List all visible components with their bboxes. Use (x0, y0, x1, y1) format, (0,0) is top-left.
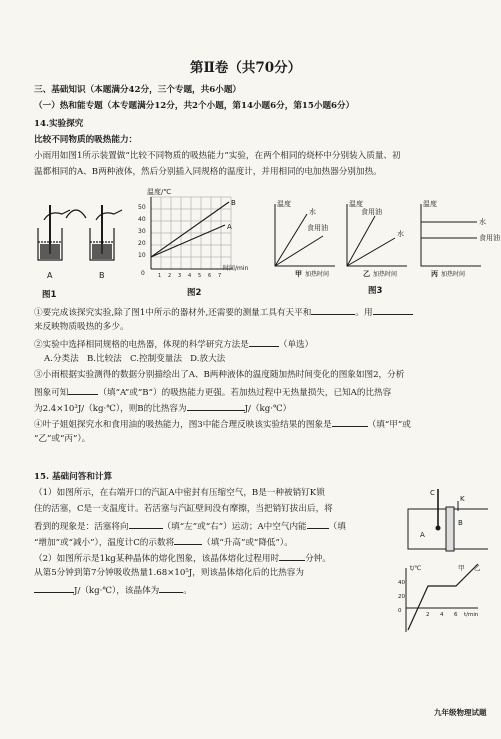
q15-line5 (34, 552, 331, 565)
answer-blank-10[interactable] (279, 552, 305, 561)
answer-blank-6[interactable] (332, 418, 368, 427)
fig2-xlabel: 时间/min (223, 265, 249, 272)
section-3-header: 三、基础知识（本题满分42分，三个专题，共6小题） (34, 85, 242, 95)
figure-3 (265, 198, 500, 298)
q14-part1-line (34, 306, 413, 319)
figure-2 (137, 185, 247, 300)
q15-line3-text3: （填 (328, 522, 346, 532)
q15-line3 (34, 520, 346, 533)
q14-part4-text: ④叶子姐姐探究水和食用油的吸热能力，图3中能合理反映该实验结果的图象是 (34, 420, 332, 430)
answer-blank-8[interactable] (307, 520, 329, 529)
fig3a-top: 水 (309, 208, 316, 216)
fig2-label-a: A (227, 223, 232, 231)
q14-options (44, 354, 225, 365)
fig2-origin: 0 (141, 270, 145, 277)
fig3a-bottom: 食用油 (307, 224, 328, 232)
answer-blank-1[interactable] (311, 306, 355, 315)
q14-part3-text: 图象可知 (34, 388, 69, 398)
cyl-label-a: A (420, 531, 425, 539)
q15-line4 (34, 536, 293, 549)
fig3a-xlabel: 加热时间 (305, 271, 330, 278)
fig2-ylabel: 温度/℃ (147, 188, 172, 196)
fig1-label-a: A (47, 271, 53, 280)
q14-part1-line2: 来反映物质吸热的多少。 (34, 322, 129, 332)
q15-line5-text: （2）如图所示是1kg某种晶体的熔化图象，该晶体熔化过程用时 (34, 554, 280, 564)
q15-line4-text2: （填“升高”或“降低”）。 (202, 538, 293, 548)
answer-blank-7[interactable] (129, 520, 163, 529)
melt-ytick-0: 0 (398, 608, 402, 614)
q15-line1: （1）如图所示，在右端开口的汽缸A中密封有压缩空气，B是一种被销钉K锁 (34, 488, 325, 498)
melt-ytick-40: 40 (398, 580, 405, 586)
fig2-xtick-4: 4 (188, 273, 192, 279)
melt-xlabel: t/min (464, 612, 479, 618)
answer-blank-3[interactable] (249, 338, 279, 347)
q14-part3-unit: J/（kg·℃） (244, 404, 292, 414)
q14-part1-text: ①要完成该探究实验,除了图1中所示的器材外,还需要的测量工具有天平和 (34, 308, 312, 318)
fig2-ytick-20: 20 (138, 240, 146, 247)
fig2-line-b (151, 202, 229, 257)
q15-line3-text2: （填“左”或“右”）运动；A中空气内能 (162, 522, 307, 532)
q15-line2: 住的活塞，C是一支温度计。若活塞与汽缸壁间没有摩擦，当把销钉拔出后，将 (34, 504, 333, 514)
fig3b-ylabel: 温度 (349, 200, 363, 208)
fig2-xtick-6: 6 (208, 273, 212, 279)
answer-blank-9[interactable] (174, 536, 202, 545)
option-b: B.比较法 (86, 354, 122, 364)
melt-xtick-6: 6 (454, 612, 458, 618)
q14-part4-text2: （填“甲”或 (367, 420, 411, 430)
fig1-label-b: B (99, 271, 105, 280)
fig3c-tag: 丙 (431, 270, 438, 278)
page-footer: 九年级物理试题 (434, 708, 487, 717)
page-title: 第Ⅱ卷（共70分） (190, 60, 302, 76)
q14-part1-text2: 。用 (355, 308, 373, 318)
q14-part3-line1: ③小雨根据实验测得的数据分别描绘出了A、B两种液体的温度随加热时间变化的图象如图2，分析 (34, 370, 405, 380)
fig3b-top: 食用油 (361, 208, 382, 216)
q14-title: 比较不同物质的吸热能力： (34, 135, 138, 145)
fig3c-xlabel: 加热时间 (441, 271, 466, 278)
q14-part4-line2: “乙”或“丙”）。 (34, 434, 91, 444)
fig3a-ylabel: 温度 (277, 200, 291, 208)
cyl-label-k: K (460, 495, 465, 503)
fig2-ytick-50: 50 (138, 204, 146, 211)
q15-line6: 从第5分钟到第7分钟吸收热量1.68×10⁵J，则该晶体熔化后的比热容为 (34, 568, 304, 578)
fig3b-xlabel: 加热时间 (373, 271, 398, 278)
fig3a-tag: 甲 (295, 270, 302, 278)
option-c: C.控制变量法 (129, 354, 182, 364)
melt-xtick-2: 2 (426, 612, 430, 618)
answer-blank-5[interactable] (187, 402, 245, 411)
fig2-line-a (151, 225, 225, 257)
option-a: A.分类法 (44, 354, 79, 364)
q14-part3-line3 (34, 402, 291, 415)
subsection-1-header: （一）热和能专题（本专题满分12分，共2个小题，第14小题6分，第15小题6分） (34, 101, 355, 111)
q15-line7-text2: 。 (183, 586, 192, 596)
figure-melting (398, 562, 493, 642)
q15-line4-text: “增加”或“减小”），温度计C的示数将 (34, 538, 175, 548)
fig3c-top: 水 (479, 218, 486, 226)
q14-part4-line1 (34, 418, 411, 431)
fig2-caption: 图2 (187, 288, 202, 298)
fig2-xtick-2: 2 (168, 273, 172, 279)
fig2-xtick-7: 7 (218, 273, 222, 279)
melt-tag-b: 乙 (474, 564, 481, 572)
fig2-xtick-3: 3 (178, 273, 182, 279)
q14-intro-line2: 温都相同的A、B两种液体，然后分别插入同规格的温度计，并用相同的电加热器分别加热。 (34, 167, 382, 177)
fig3c-bottom: 食用油 (479, 234, 500, 242)
fig1-caption: 图1 (42, 290, 57, 300)
answer-blank-11[interactable] (34, 584, 74, 593)
figure-1 (30, 200, 140, 300)
cyl-label-b: B (458, 519, 463, 527)
q15-line3-text: 看到的现象是：活塞将向 (34, 522, 129, 532)
q14-part3-text3: 为2.4×10³J/（kg·℃），则B的比热容为 (34, 404, 187, 414)
cyl-label-c: C (430, 489, 435, 497)
melt-ytick-20: 20 (398, 594, 405, 600)
answer-blank-12[interactable] (159, 584, 183, 593)
melt-xtick-4: 4 (440, 612, 444, 618)
melt-tag-a: 甲 (458, 564, 465, 572)
fig3-caption: 图3 (368, 286, 383, 296)
melt-ylabel: t/℃ (410, 565, 422, 572)
q15-line5-text2: 分钟。 (305, 554, 331, 564)
figure-cylinder (402, 487, 494, 559)
fig2-ytick-30: 30 (138, 228, 146, 235)
q14-part2-text: ②实验中选择相同规格的电热器，体现的科学研究方法是 (34, 340, 249, 350)
q15-head: 15. 基础问答和计算 (34, 472, 113, 482)
q14-intro-line1: 小雨用如图1所示装置做“比较不同物质的吸热能力”实验，在两个相同的烧杯中分别装入质量、初 (34, 151, 401, 161)
fig3c-ylabel: 温度 (423, 200, 437, 208)
fig2-ytick-10: 10 (138, 252, 146, 259)
q15-line7 (34, 584, 192, 597)
fig2-ytick-40: 40 (138, 216, 146, 223)
fig2-xtick-1: 1 (158, 273, 162, 279)
q15-line7-text: J/（kg·℃），该晶体为 (74, 586, 160, 596)
q14-part2-line (34, 338, 313, 351)
answer-blank-2[interactable] (373, 306, 413, 315)
fig3b-tag: 乙 (363, 270, 370, 278)
answer-blank-4[interactable] (68, 386, 98, 395)
fig3b-bottom: 水 (397, 230, 404, 238)
q14-part2-note: （单选） (278, 340, 314, 350)
q14-part3-text2: （填“A”或“B”）的吸热能力更强。若加热过程中无热量损失，已知A的比热容 (98, 388, 392, 398)
q14-part3-line2 (34, 386, 391, 399)
fig2-label-b: B (231, 199, 236, 207)
q14-head: 14.实验探究 (34, 119, 84, 129)
fig2-xtick-5: 5 (198, 273, 202, 279)
option-d: D.放大法 (190, 354, 226, 364)
